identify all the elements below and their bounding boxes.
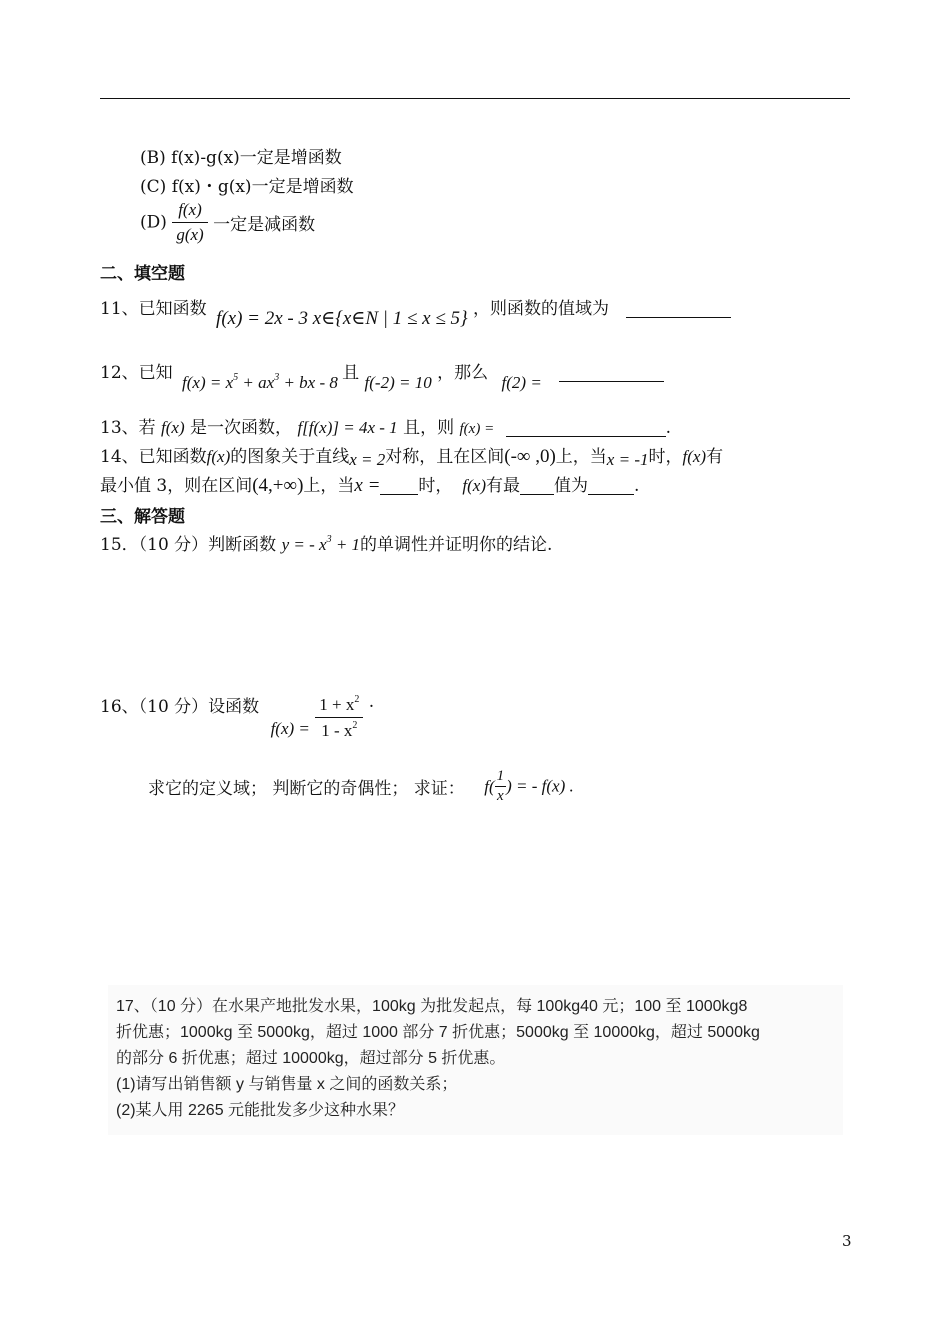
q15-expr-part2: + 1 (331, 535, 361, 554)
q14-end: . (634, 476, 640, 496)
q11-answer-blank[interactable] (626, 301, 731, 318)
q14-text1f: 有 (706, 447, 724, 467)
option-d-label: (D) (140, 212, 167, 233)
q16-proof-rhs: ) = - f(x) . (506, 776, 574, 796)
q14-blank-maxmin[interactable] (520, 478, 554, 495)
q12-number: 12、已知 (100, 363, 173, 383)
q14-text2d: 有最 (486, 476, 521, 496)
question-14-line1 (100, 442, 723, 468)
page-number: 3 (842, 1232, 852, 1250)
option-b-label: (B) (140, 148, 166, 168)
q14-text2e: 值为 (554, 476, 589, 496)
section-fill-heading: 二、填空题 (100, 264, 185, 284)
q12-exp5: 5 (233, 372, 239, 383)
q17-line4: (1)请写出销售额 y 与销售量 x 之间的函数关系； (116, 1076, 458, 1093)
q13-expression: f[f(x)] = 4x - 1 (297, 418, 398, 437)
q17-line5: (2)某人用 2265 元能批发多少这种水果？ (116, 1102, 405, 1119)
q12-exp3: 3 (274, 372, 280, 383)
q16-num-text: 1 + x (319, 695, 355, 714)
option-c-text: f(x)・g(x)一定是增函数 (171, 177, 354, 197)
section-solve-heading: 三、解答题 (100, 507, 185, 527)
q12-expr-part1: f(x) = x (182, 373, 234, 392)
q12-expression (182, 373, 342, 392)
q16-proof-fraction (495, 768, 507, 805)
q13-fx: f(x) (161, 418, 185, 437)
q12-condition: f(-2) = 10 (364, 373, 432, 392)
q13-number: 13、若 (100, 418, 156, 438)
q16-numerator (315, 694, 363, 718)
q11-number: 11、已知函数 (100, 299, 207, 319)
q13-text1: 是一次函数， (190, 418, 293, 438)
option-b-text: f(x)-g(x)一定是增函数 (171, 148, 342, 168)
q14-text2c: 时， (418, 476, 453, 496)
q14-text2b: 上，当 (303, 476, 355, 496)
q16-den-exp: 2 (352, 720, 358, 731)
q16-tasks-text: 求它的定义域； 判断它的奇偶性； 求证： (148, 779, 465, 799)
q14-fx2: f(x) (682, 447, 707, 466)
q12-answer-blank[interactable] (559, 365, 664, 382)
option-d-numerator: f(x) (172, 200, 207, 223)
option-d-denominator: g(x) (176, 225, 204, 244)
question-14-line2 (100, 471, 639, 497)
q13-answer-blank[interactable] (506, 420, 666, 437)
option-c-label: (C) (140, 177, 167, 197)
q14-x2: x = 2 (349, 450, 386, 469)
q16-number: 16、（10 分）设函数 (100, 697, 260, 717)
option-b (140, 143, 342, 168)
q14-interval: (-∞ ,0) (504, 446, 556, 467)
q16-lhs: f(x) = (270, 719, 310, 738)
q15-number: 15．（10 分）判断函数 (100, 535, 277, 555)
q13-ask: f(x) = (459, 421, 495, 437)
q14-text1b: 的图象关于直线 (230, 447, 350, 467)
q12-ask: f(2) = (501, 373, 542, 392)
q14-text1c: 对称，且在区间 (385, 447, 505, 467)
q14-text1d: 上，当 (555, 447, 607, 467)
q11-tail: ，则函数的值域为 (473, 299, 610, 319)
option-c (140, 172, 354, 197)
question-16 (100, 692, 374, 739)
q14-blank-x[interactable] (380, 478, 418, 495)
q14-xeq: x = (354, 475, 381, 496)
question-16-tasks (148, 768, 574, 805)
q14-text1e: 时， (648, 447, 683, 467)
question-17-image (108, 985, 843, 1135)
q13-end: . (665, 418, 671, 438)
q15-exp: 3 (326, 534, 332, 545)
q15-expression (282, 535, 360, 554)
q17-line3: 的部分 6 折优惠；超过 10000kg，超过部分 5 折优惠。 (116, 1050, 506, 1067)
q14-fx1: f(x) (206, 447, 231, 466)
q16-proof-num: 1 (495, 768, 507, 787)
question-13 (100, 413, 671, 438)
q16-denominator (315, 718, 363, 741)
q16-fraction (315, 694, 363, 741)
q14-text1a: 14、已知函数 (100, 447, 207, 467)
q12-then: ，那么 (437, 363, 489, 383)
q16-proof-den: x (497, 788, 504, 804)
q12-qie: 且 (342, 363, 360, 383)
q12-expr-part2: + ax (238, 373, 275, 392)
q15-tail: 的单调性并证明你的结论. (360, 535, 553, 555)
q12-expr-part3: + bx - 8 (279, 373, 338, 392)
q17-line1: 17、（10 分）在水果产地批发水果，100kg 为批发起点，每 100kg40 元；100 至 1000kg8 (116, 998, 748, 1015)
q16-dot: . (368, 692, 375, 712)
q16-proof-lhs: f( (484, 776, 495, 796)
header-rule (100, 98, 850, 99)
question-15 (100, 530, 552, 555)
q16-num-exp: 2 (354, 694, 360, 705)
q14-xm1: x = -1 (606, 450, 649, 469)
q15-expr-part1: y = - x (281, 535, 327, 554)
q11-expression: f(x) = 2x - 3 x∈{x∈N | 1 ≤ x ≤ 5} (216, 308, 468, 329)
q13-text2: 且，则 (403, 418, 455, 438)
question-11 (100, 294, 731, 329)
q14-interval2: (4,+∞) (252, 475, 304, 496)
q17-line2: 折优惠；1000kg 至 5000kg，超过 1000 部分 7 折优惠；5000kg 至 10000kg，超过 5000kg (116, 1024, 760, 1041)
q14-blank-value[interactable] (588, 478, 634, 495)
question-12 (100, 358, 664, 392)
option-d-text: 一定是减函数 (213, 215, 316, 235)
q14-text2a: 最小值 3，则在区间 (100, 476, 253, 496)
option-d-fraction (172, 200, 207, 245)
option-d (140, 200, 315, 245)
q14-fx3: f(x) (462, 476, 487, 495)
q16-den-text: 1 - x (321, 721, 353, 740)
